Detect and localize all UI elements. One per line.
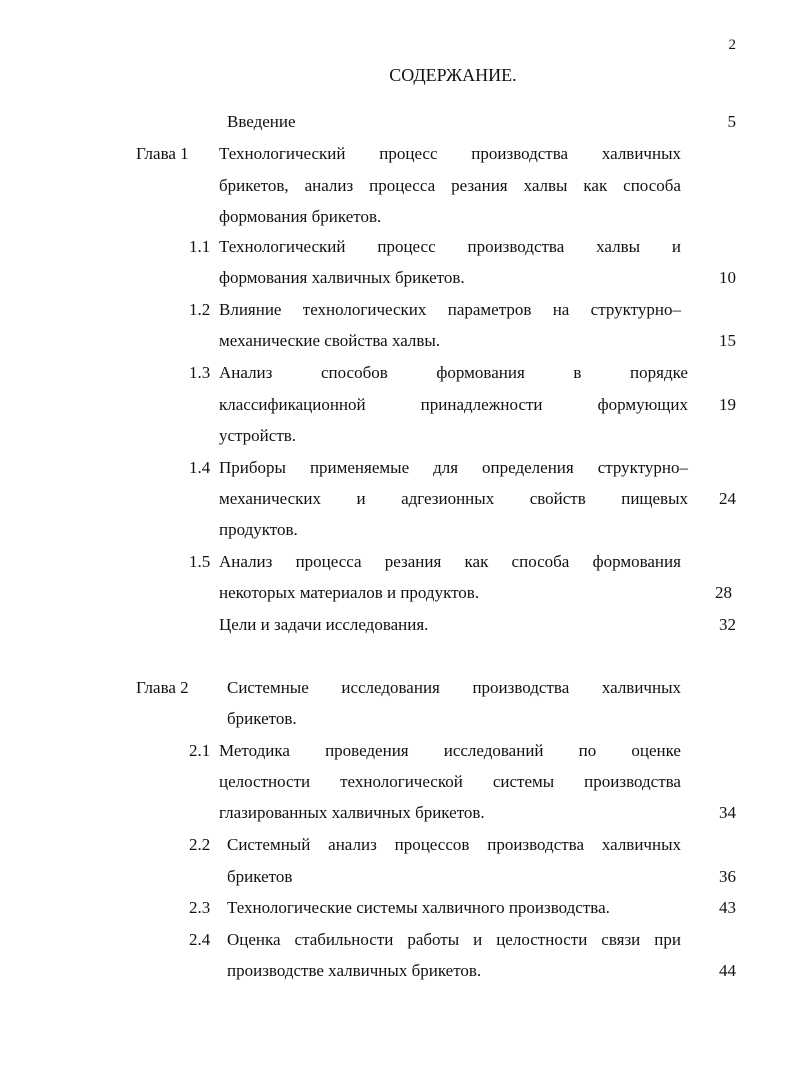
section-title-line: продуктов.	[219, 520, 298, 539]
toc-word: как	[464, 552, 489, 571]
toc-word: процесса	[295, 552, 362, 571]
toc-word: свойств	[529, 489, 586, 508]
section-number: 2.3	[189, 898, 211, 917]
page-number: 2	[728, 37, 736, 53]
toc-word: формования	[436, 363, 525, 382]
toc-word: анализ	[328, 835, 377, 854]
toc-word: анализ	[304, 176, 354, 195]
section-title-line	[219, 364, 688, 381]
chapter-1-label: Глава 1	[136, 144, 189, 163]
toc-word: и	[671, 237, 681, 256]
toc-word: формующих	[597, 395, 688, 414]
toc-word: технологической	[340, 772, 463, 791]
toc-word: системы	[492, 772, 555, 791]
toc-word: Системные	[227, 678, 309, 697]
section-page: 10	[719, 268, 736, 287]
toc-word: принадлежности	[420, 395, 543, 414]
toc-word: производства	[471, 144, 569, 163]
chapter-1-title-line: формования брикетов.	[219, 207, 382, 226]
goals-label: Цели и задачи исследования.	[219, 615, 429, 634]
toc-word: способа	[623, 176, 681, 195]
section-title-line: некоторых материалов и продуктов.	[219, 583, 480, 602]
toc-word: на	[552, 300, 570, 319]
toc-word: как	[583, 176, 608, 195]
toc-word: работы	[407, 930, 460, 949]
toc-intro-page: 5	[727, 112, 736, 131]
toc-word: процессов	[394, 835, 470, 854]
toc-word: стабильности	[294, 930, 394, 949]
toc-word: способов	[320, 363, 388, 382]
toc-word: и	[473, 930, 483, 949]
section-number: 2.2	[189, 835, 211, 854]
toc-word: и	[356, 489, 366, 508]
toc-word: Методика	[219, 741, 290, 760]
toc-word: халвичных	[601, 835, 681, 854]
toc-word: исследований	[443, 741, 544, 760]
toc-word: резания	[384, 552, 442, 571]
toc-word: классификационной	[219, 395, 366, 414]
toc-word: Оценка	[227, 930, 281, 949]
section-page: 15	[719, 331, 736, 350]
toc-word: производства	[467, 237, 565, 256]
section-number: 1.2	[189, 300, 211, 319]
section-page: 36	[719, 867, 736, 886]
toc-word: определения	[482, 458, 574, 477]
toc-word: в	[573, 363, 582, 382]
section-number: 1.3	[189, 363, 211, 382]
section-page: 28	[715, 583, 732, 602]
section-title-line	[219, 238, 681, 255]
section-title-line: глазированных халвичных брикетов.	[219, 803, 485, 822]
toc-word: пищевых	[621, 489, 688, 508]
toc-word: механических	[219, 489, 322, 508]
section-page: 44	[719, 961, 736, 980]
toc-word: Анализ	[219, 552, 273, 571]
toc-word: параметров	[447, 300, 532, 319]
toc-word: халвичных	[601, 678, 681, 697]
section-number: 1.5	[189, 552, 211, 571]
toc-word: брикетов,	[219, 176, 289, 195]
toc-word: структурно–	[590, 300, 681, 319]
toc-word: производства	[487, 835, 585, 854]
section-title-line: устройств.	[219, 426, 297, 445]
toc-word: проведения	[325, 741, 409, 760]
toc-word: производства	[472, 678, 570, 697]
toc-word: оценке	[631, 741, 681, 760]
toc-word: Технологический	[219, 144, 346, 163]
toc-word: порядке	[630, 363, 688, 382]
section-number: 2.1	[189, 741, 211, 760]
section-title-line	[227, 931, 681, 948]
toc-word: целостности	[219, 772, 311, 791]
toc-word: применяемые	[309, 458, 410, 477]
toc-word: халвы	[523, 176, 568, 195]
toc-word: адгезионных	[401, 489, 495, 508]
section-title-line: брикетов	[227, 867, 293, 886]
toc-word: технологических	[302, 300, 427, 319]
toc-word: халвы	[596, 237, 641, 256]
section-title-line	[219, 301, 681, 318]
toc-word: для	[433, 458, 459, 477]
toc-word: Приборы	[219, 458, 286, 477]
toc-title: СОДЕРЖАНИЕ.	[389, 65, 517, 85]
section-title-line	[219, 773, 681, 790]
section-title-line	[219, 553, 681, 570]
section-page: 24	[719, 489, 736, 508]
toc-word: структурно–	[597, 458, 688, 477]
section-page: 19	[719, 395, 736, 414]
section-title-line: формования халвичных брикетов.	[219, 268, 465, 287]
toc-word: Системный	[227, 835, 311, 854]
toc-word: Технологический	[219, 237, 346, 256]
chapter-2-title-line	[227, 679, 681, 696]
toc-word: исследования	[341, 678, 440, 697]
toc-word: по	[578, 741, 597, 760]
toc-word: формования	[592, 552, 681, 571]
toc-word: халвичных	[601, 144, 681, 163]
toc-word: резания	[451, 176, 508, 195]
section-title-line	[219, 742, 681, 759]
section-title-line: производстве халвичных брикетов.	[227, 961, 482, 980]
toc-word: Влияние	[219, 300, 282, 319]
section-title-line	[219, 396, 688, 413]
section-page: 34	[719, 803, 736, 822]
toc-word: процесс	[377, 237, 436, 256]
section-title-line: Технологические системы халвичного производства.	[227, 898, 610, 917]
goals-page: 32	[719, 615, 736, 634]
toc-word: целостности	[496, 930, 588, 949]
section-title-line	[219, 490, 688, 507]
toc-word: производства	[584, 772, 681, 791]
chapter-2-label: Глава 2	[136, 678, 189, 697]
section-title-line	[227, 836, 681, 853]
section-number: 2.4	[189, 930, 211, 949]
section-number: 1.4	[189, 458, 211, 477]
toc-word: связи	[601, 930, 641, 949]
toc-word: способа	[511, 552, 570, 571]
toc-word: процесса	[369, 176, 436, 195]
section-number: 1.1	[189, 237, 211, 256]
toc-intro-label: Введение	[227, 112, 296, 131]
section-page: 43	[719, 898, 736, 917]
section-title-line: механические свойства халвы.	[219, 331, 441, 350]
chapter-1-title-line	[219, 177, 681, 194]
toc-word: Анализ	[219, 363, 273, 382]
section-title-line	[219, 459, 688, 476]
toc-word: при	[654, 930, 681, 949]
chapter-2-title-line: брикетов.	[227, 709, 297, 728]
chapter-1-title-line	[219, 145, 681, 162]
toc-word: процесс	[379, 144, 438, 163]
